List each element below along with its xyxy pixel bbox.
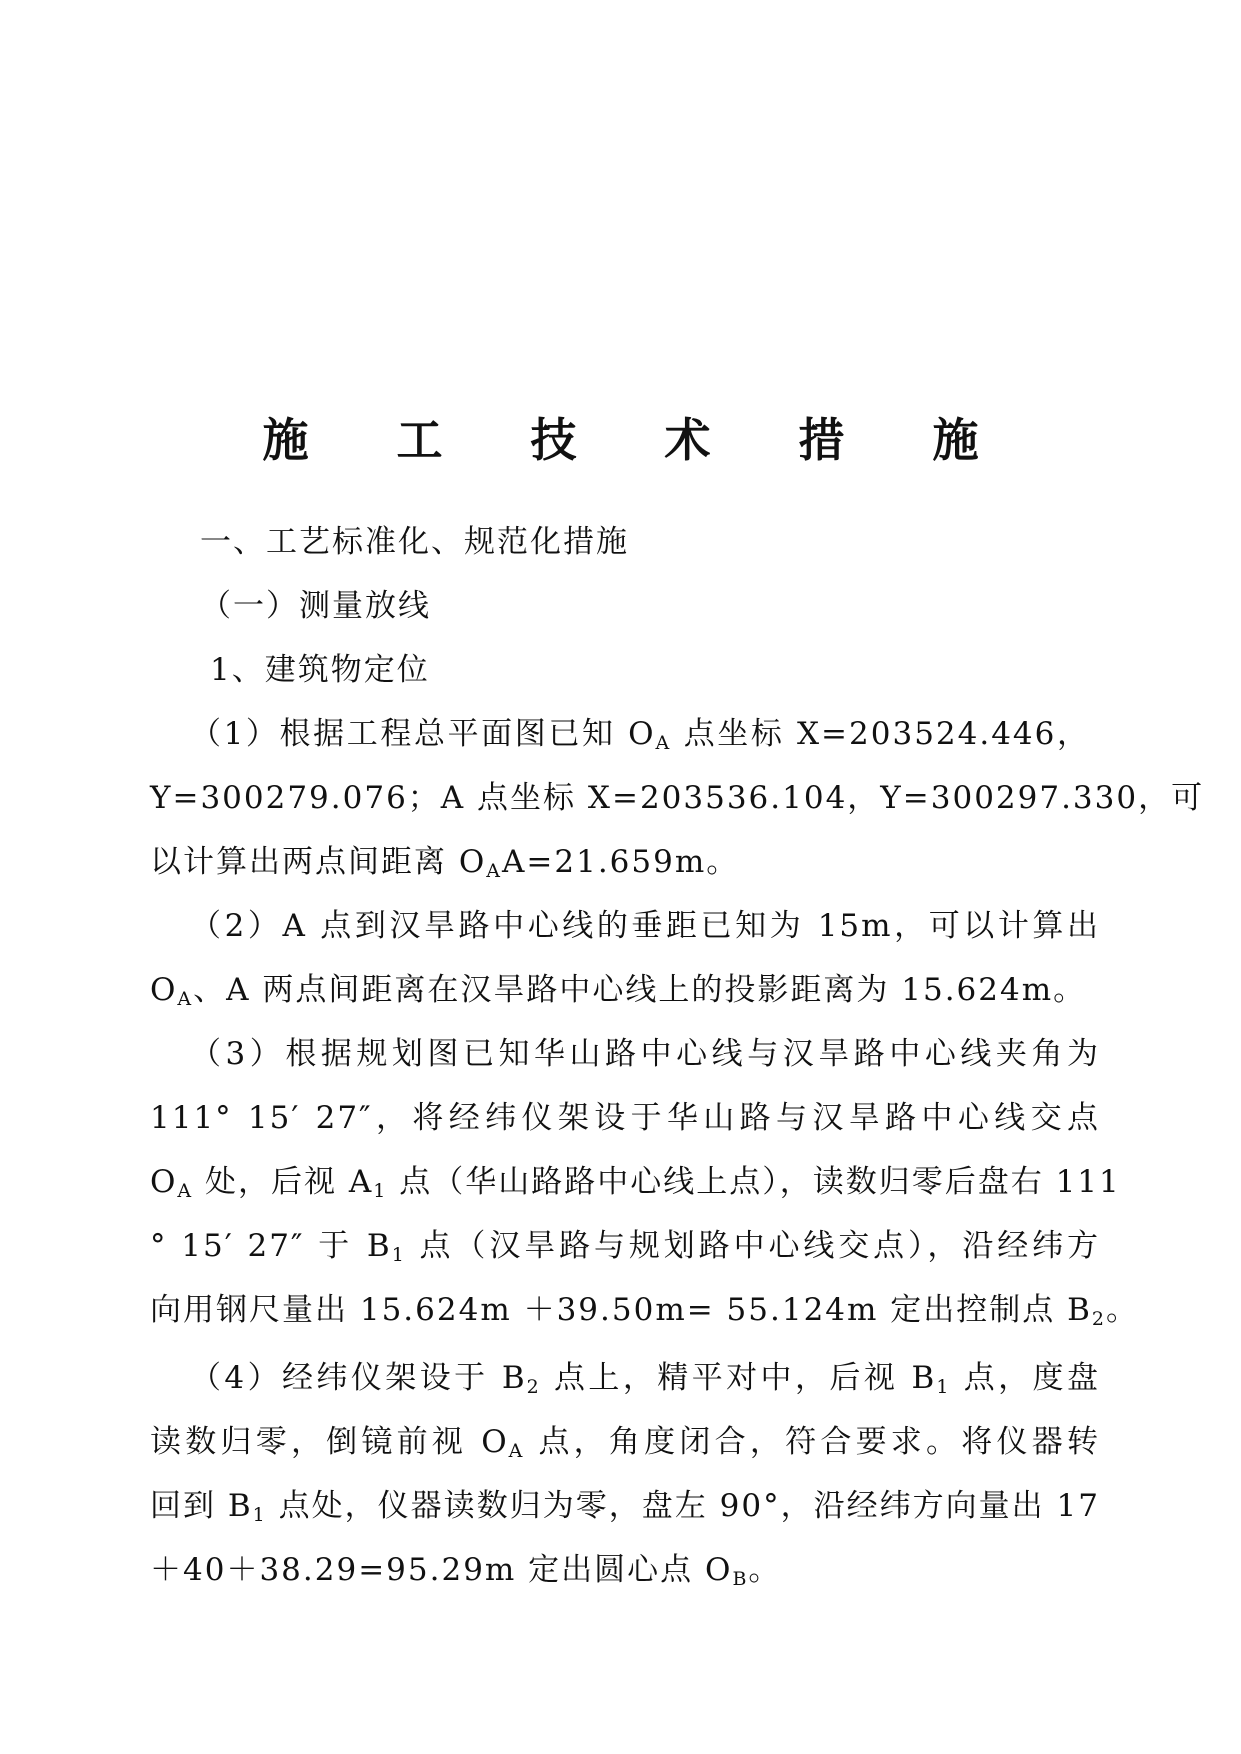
paragraph-4-line-4: ＋40＋38.29=95.29m 定出圆心点 $O_B$。 <box>150 1552 782 1590</box>
page-title: 施 工 技 术 措 施 <box>262 413 1015 467</box>
paragraph-3-line-3: $O_A$ 处，后视 $A_1$ 点（华山路路中心线上点），读数归零后盘右 111 <box>150 1164 1121 1202</box>
paragraph-3-line-1: （3）根据规划图已知华山路中心线与汉旱路中心线夹角为 <box>190 1036 1100 1072</box>
paragraph-1-line-1: （1）根据工程总平面图已知 $O_A$ 点坐标 X=203524.446， <box>190 716 1090 754</box>
paragraph-2-line-1: （2）A 点到汉旱路中心线的垂距已知为 15m，可以计算出 <box>190 908 1100 944</box>
paragraph-2-line-2: $O_A$、A 两点间距离在汉旱路中心线上的投影距离为 15.624m。 <box>150 972 1087 1010</box>
paragraph-4-line-3: 回到 $B_1$ 点处，仪器读数归为零，盘左 90°，沿经纬方向量出 17 <box>150 1488 1100 1526</box>
subsection-heading: （一）测量放线 <box>200 588 431 624</box>
paragraph-3-line-4: ° 15′ 27″ 于 $B_1$ 点（汉旱路与规划路中心线交点），沿经纬方 <box>150 1228 1100 1266</box>
paragraph-1-line-2: Y=300279.076；A 点坐标 X=203536.104，Y=300297.330，可 <box>150 780 1205 816</box>
paragraph-3-line-5: 向用钢尺量出 15.624m ＋39.50m= 55.124m 定出控制点 $B_2$。 <box>150 1292 1139 1330</box>
paragraph-3-line-2: 111° 15′ 27″，将经纬仪架设于华山路与汉旱路中心线交点 <box>150 1100 1100 1136</box>
paragraph-4-line-2: 读数归零，倒镜前视 $O_A$ 点，角度闭合，符合要求。将仪器转 <box>150 1424 1100 1462</box>
item-heading: 1、建筑物定位 <box>210 652 430 688</box>
paragraph-4-line-1: （4）经纬仪架设于 $B_2$ 点上，精平对中，后视 $B_1$ 点，度盘 <box>190 1360 1100 1398</box>
paragraph-1-line-3: 以计算出两点间距离 $O_AA=21.659m$。 <box>150 844 740 882</box>
section-heading: 一、工艺标准化、规范化措施 <box>200 524 629 560</box>
